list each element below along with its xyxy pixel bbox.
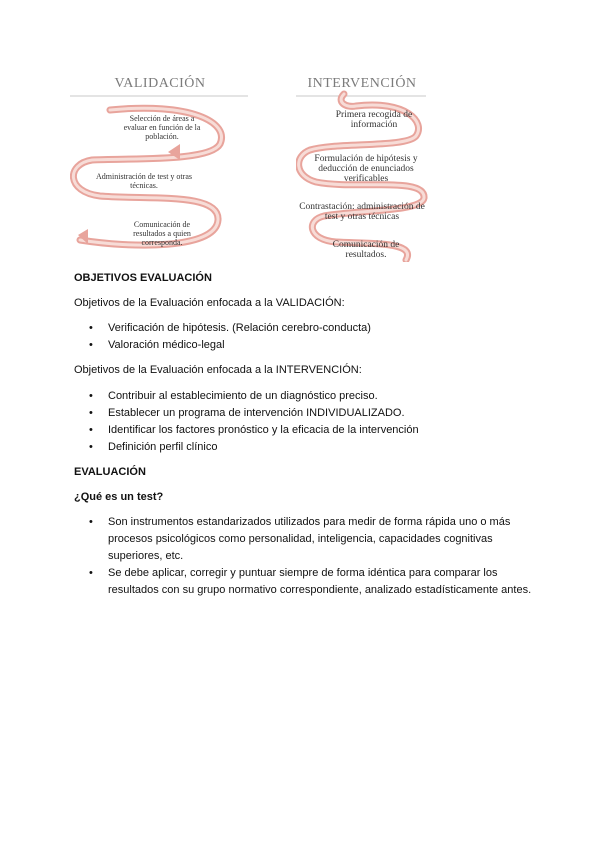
validacion-step-3: Comunicación de resultados a quien corresponda.: [133, 220, 191, 247]
intervencion-step-4: Comunicación de resultados.: [332, 240, 400, 260]
validacion-intro: Objetivos de la Evaluación enfocada a la VALIDACIÓN:: [74, 297, 345, 309]
list-item: • Definición perfil clínico: [74, 439, 534, 456]
intervencion-diagram: [296, 72, 428, 262]
intervencion-step-3: Contrastación: administración de test y otras técnicas: [299, 202, 425, 222]
validacion-step-2: Administración de test y otras técnicas.: [96, 172, 192, 190]
question-heading: ¿Qué es un test?: [74, 491, 164, 503]
document-body: [74, 270, 534, 599]
list-item: • Se debe aplicar, corregir y puntuar siempre de forma idéntica para comparar los resultados con su grupo normativo correspondiente, analizado estadísticamente antes.: [74, 565, 534, 599]
heading-evaluacion: EVALUACIÓN: [74, 466, 146, 478]
test-list: [74, 514, 534, 599]
validacion-list: [74, 320, 534, 354]
intervencion-step-2: Formulación de hipótesis y deducción de enunciados verificables: [314, 154, 418, 184]
list-item: • Establecer un programa de intervención INDIVIDUALIZADO.: [74, 405, 534, 422]
intervencion-list: [74, 388, 534, 456]
list-item: • Identificar los factores pronóstico y la eficacia de la intervención: [74, 422, 534, 439]
validacion-title: VALIDACIÓN: [114, 76, 206, 91]
list-item: • Verificación de hipótesis. (Relación cerebro-conducta): [74, 320, 534, 337]
list-item: • Valoración médico-legal: [74, 337, 534, 354]
validacion-step-1: Selección de áreas a evaluar en función de la población.: [123, 114, 201, 141]
heading-objetivos: OBJETIVOS EVALUACIÓN: [74, 272, 212, 284]
intervencion-step-1: Primera recogida de información: [335, 110, 413, 130]
list-item: • Contribuir al establecimiento de un diagnóstico preciso.: [74, 388, 534, 405]
list-item: • Son instrumentos estandarizados utilizados para medir de forma rápida uno o más procesos psicológicos como personalidad, inteligencia, capacidades cognitivas superiores, etc.: [74, 514, 534, 565]
intervencion-intro: Objetivos de la Evaluación enfocada a la INTERVENCIÓN:: [74, 364, 362, 376]
intervencion-title: INTERVENCIÓN: [307, 76, 417, 91]
validacion-diagram: [70, 72, 250, 262]
